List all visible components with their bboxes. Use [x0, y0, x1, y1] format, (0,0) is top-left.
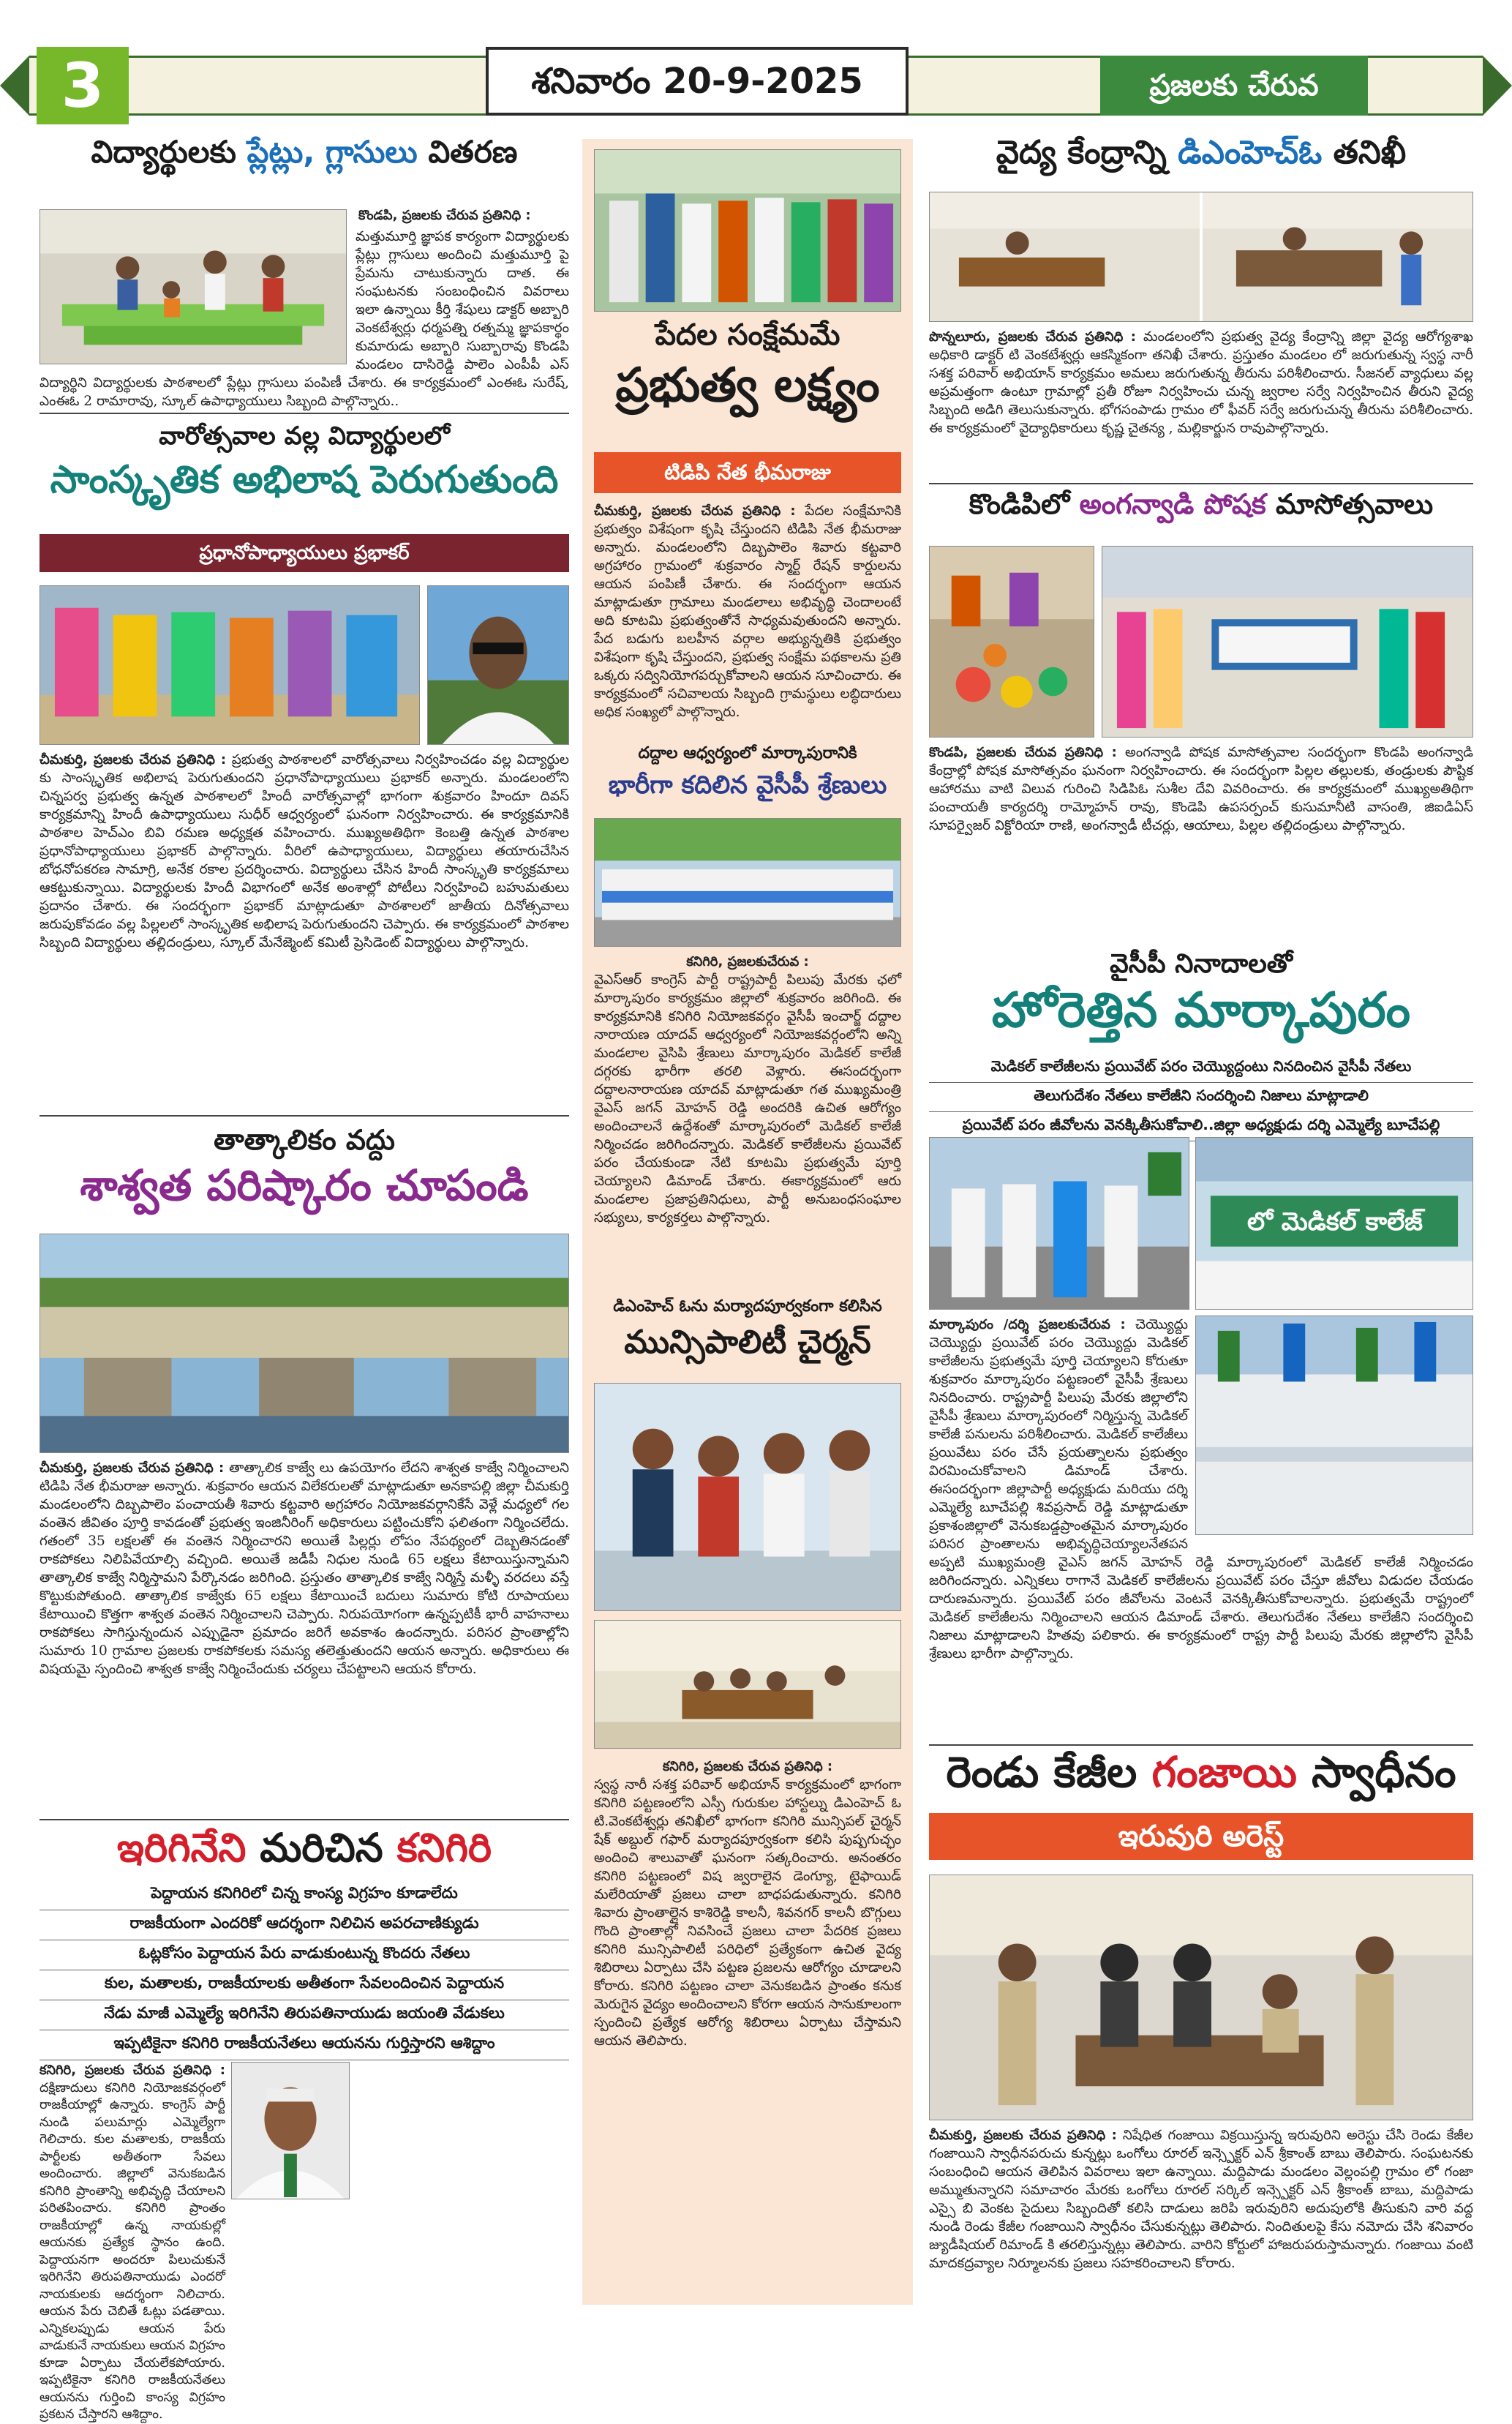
- subhead-strip: కుల, మతాలకు, రాజకీయాలకు అతీతంగా సేవలందించిన పెద్దాయన: [40, 1970, 569, 2000]
- subhead-band: ఇరువురి అరెస్ట్: [929, 1813, 1473, 1860]
- photo-chairman-felicitation: [594, 1383, 901, 1611]
- divider: [40, 1115, 569, 1117]
- issue-date: శనివారం 20-9-2025: [486, 47, 909, 116]
- byline: చీమకుర్తి, ప్రజలకు చేరువ ప్రతినిధి :: [40, 752, 227, 768]
- kicker: వారోత్సవాల వల్ల విద్యార్థులలో: [159, 421, 450, 451]
- article-cultural-interest: [40, 423, 569, 1111]
- subhead-strip: తెలుగుదేశం నేతలు కాలేజీని సందర్శించి నిజాలు మాట్లాడాలి: [929, 1083, 1473, 1112]
- headline: భారీగా కదిలిన వైసీపీ శ్రేణులు: [608, 770, 887, 800]
- kicker: తాత్కాలికం వద్దు: [214, 1124, 395, 1156]
- headline: హోరెత్తిన మార్కాపురం: [991, 981, 1411, 1038]
- photo-anganwadi-banner-group: [1102, 546, 1473, 738]
- protest-banner-text: లో మెడికల్ కాలేజ్: [1246, 1207, 1423, 1237]
- article-body: మార్కాపురం /దర్శి ప్రజలకుచేరువ : చెయ్యొద్దు చెయ్యొద్దు ప్రయివేట్ పరం చెయ్యొద్దు మెడికల్ కాలేజీలను ప్రభుత్వమే పూర్తి చెయ్యాలని కోరుతూ శుక్రవారం మార్కాపురం పట్టణంలో వైసీపీ శ్రేణులు నినదించారు. రాష్ట్రపార్టీ పిలుపు మేరకు జిల్లాలోని వైసీపీ శ్రేణులు మార్కాపురంలో నిర్మిస్తున్న మెడికల్ కాలేజీ పనులను పరిశీలించారు. మెడికల్ కాలేజీలు ప్రయివేటు పరం చేసే ప్రయత్నాలను ప్రభుత్వం విరమించుకోవాలని డిమాండ్ చేశారు. ఈసందర్భంగా జిల్లాపార్టీ అధ్యక్షుడు మరియు దర్శి ఎమ్మెల్యే బూచేపల్లి శివప్రసాద్ రెడ్డి మాట్లాడుతూ ప్రకాశంజిల్లాలో వెనుకబడ్డప్రాంతమైన మార్కాపురం పరిసర ప్రాంతాలను అభివృద్ధిచెయ్యాలనేతపన అప్పటి ముఖ్యమంత్రి వైఎస్ జగన్ మోహన్ రెడ్డి మార్కాపురంలో మెడికల్ కాలేజీ నిర్మించడం జరిగిందన్నారు. ఎన్నికలు రాగానే మెడికల్ కాలేజీలను ప్రయివేట్ పరం చేస్తూ జీవోలు విడుదల చేయడం దారుణమన్నారు. ప్రయివేట్ పరం జీవోలను వెంటనే వెనక్కితీసుకోవాలన్నారు. ప్రభుత్వమే రాష్ట్రంలో మెడికల్ కాలేజీలను నిర్మించాలని ఆయన డిమాండ్ చేశారు. తెలుగుదేశం నేతలు కాలేజీని సందర్శించి నిజాలు మాట్లాడాలని హితవు పలికారు. ఈ కార్యక్రమంలో రాష్ట్ర పార్టీ పిలుపు మేరకు జిల్లాలోని వైసీపీ శ్రేణులు భారీగా పాల్గొన్నారు.: [929, 1317, 1473, 1662]
- article-iriginени-kanigiri: [40, 1825, 569, 2422]
- photo-dmho-visit: [594, 1620, 901, 1749]
- article-plates-distribution: [40, 136, 569, 408]
- headline: వైద్య కేంద్రాన్ని డిఎంహెచ్ఓ తనిఖీ: [996, 134, 1407, 171]
- subhead-strip: నేడు మాజీ ఎమ్మెల్యే ఇరిగినేని తిరుపతినాయుడు జయంతి వేడుకలు: [40, 2000, 569, 2030]
- kicker: దద్దాల ఆధ్వర్యంలో మార్కాపురానికి: [638, 744, 857, 762]
- article-body: చీమకుర్తి, ప్రజలకు చేరువ ప్రతినిధి : తాత్కాలిక కాజ్వే లు ఉపయోగం లేదని శాశ్వత కాజ్వే నిర్మించాలని టిడిపి నేత భీమరాజు అన్నారు. శుక్రవారం ఆయన విలేకరులతో మాట్లాడుతూ అనకాపల్లి జిల్లా చీమకుర్తి మండలంలోని దిబ్బపాలెం పంచాయతీ శివారు కట్టవారి అగ్రహారం నియోజకవర్గానికేసే వెళ్లే మధ్యలో గల వంతెన జీవితం పూర్తి కావడంతో ప్రభుత్వ ఇంజినీరింగ్ అధికారులు పట్టించుకోని ఫలితంగా నిర్మించలేదు. గతంలో 35 లక్షలతో ఈ వంతెన నిర్మించారని అయితే పిల్లర్లు లోపం నేపథ్యంలో దెబ్బతినడంతో రాకపోకలు నిలిపివేయాల్సి వచ్చింది. అయితే జడీపీ నిధుల నుండి 65 లక్షలు కేటాయిస్తున్నామని తాత్కాలిక కాజ్వే నిర్మిస్తామని పేర్కొనడం జరిగింది. ప్రస్తుతం తాత్కాలిక కాజ్వే నిర్మిస్తే మళ్ళీ వరదలు వస్తే కొట్టుకుపోతుంది. తాత్కాలిక కాజ్వేకు 65 లక్షలు కేటాయించే బదులు సుమారు కోటి రూపాయలు కేటాయించి కొత్తగా శాశ్వత వంతెన నిర్మించాలని చెప్పారు. నిరుపయోగంగా ఉన్నప్పటికీ భారీ వాహనాలు రాకపోకలు సాగిస్తున్నందున ఎప్పుడైనా ప్రమాదం జరిగే అవకాశం ఉందన్నారు. పరిసర ప్రాంతాల్లోని సుమారు 10 గ్రామాల ప్రజలకు రాకపోకలకు సమస్య తలెత్తుతుందని ఆయన అన్నారు. అధికారులు ఈ విషయమై స్పందించి శాశ్వత కాజ్వే నిర్మించేందుకు చర్యలు చేపట్టాలని ఆయన కోరారు.: [40, 1460, 569, 1677]
- photo-anganwadi-food-display: [929, 546, 1094, 738]
- article-body: కనిగిరి, ప్రజలకుచేరువ : వైఎస్ఆర్ కాంగ్రెస్ పార్టీ రాష్ట్రపార్టీ పిలుపు మేరకు ఛలో మార్కాపురం కార్యక్రమం జిల్లాలో శుక్రవారం జరిగింది. ఈ కార్యక్రమానికి కనిగిరి నియోజకవర్గం వైసీపీ ఇంచార్జ్ దద్దాల నారాయణ యాదవ్ ఆధ్వర్యంలో నియోజకవర్గంలోని అన్ని మండలాల వైసిపి శ్రేణులు మార్కాపురం మెడికల్ కాలేజీ దగ్గరకు భారీగా తరలి వెళ్లారు. ఈసందర్భంగా దద్దాలనారాయణ యాదవ్ మాట్లాడుతూ గత ముఖ్యమంత్రి వైఎస్ జగన్ మోహన్ రెడ్డి అందరికి ఉచిత ఆరోగ్యం అందించాలనే ఉద్దేశంతో మార్కాపురంలో మెడికల్ కాలేజీ నిర్మించడం జరిగిందన్నారు. మెడికల్ కాలేజీలను ప్రయివేట్ పరం చేయకుండా నేటి కూటమి ప్రభుత్వమే పూర్తి చెయ్యాలని డిమాండ్ చేశారు. ఈకార్యక్రమంలో ఆరు మండలాల ప్రజాప్రతినిధులు, పార్టీ అనుబంధసంఘాల సభ్యులు, కార్యకర్తలు పాల్గొన్నారు.: [594, 954, 901, 1226]
- kicker: వైసీపీ నినాదాలతో: [1110, 949, 1293, 979]
- article-body: [40, 2062, 569, 2424]
- article-body: కొండపి, ప్రజలకు చేరువ ప్రతినిధి : అంగన్వాడి పోషక మాసోత్సవాల సందర్భంగా కొండపి అంగన్వాడి కేంద్రాల్లో పోషక మాసోత్సవం ఘనంగా నిర్వహించారు. ఈ సందర్భంగా పిల్లల తల్లులకు, తండ్రులకు పౌష్టిక ఆహారము వాటి విలువ గురించి సిడిపిఓ సుశీల దేవి వివరించారు. ఈ కార్యక్రమంలో ముఖ్యఅతిథిగా పంచాయతీ కార్యదర్శి రామ్మోహన్ రావు, కొండెపి ఉపసర్పంచ్ కుసుమానీటి వాసంతి, జిఐడిఏస్ సూపర్వైజర్ విక్టోరియా రాణి, అంగన్వాడీ టీచర్లు, ఆయాలు, పిల్లల తల్లిదండ్రులు పాల్గొన్నారు.: [929, 745, 1473, 833]
- subhead-strip: పెద్దాయన కనిగిరిలో చిన్న కాంస్య విగ్రహం కూడాలేదు: [40, 1880, 569, 1910]
- photo-ycp-leaders: [929, 1137, 1189, 1310]
- byline: కనిగిరి, ప్రజలకు చేరువ ప్రతినిధి :: [40, 2063, 225, 2078]
- article-ycp-cadres-march: [594, 745, 901, 1272]
- byline: చీమకుర్తి, ప్రజలకు చేరువ ప్రతినిధి :: [929, 2128, 1117, 2143]
- byline: కనిగిరి, ప్రజలకు చేరువ ప్రతినిధి :: [662, 1759, 833, 1774]
- divider: [40, 1819, 569, 1820]
- article-permanent-causeway: [40, 1125, 569, 1813]
- headline: ప్రభుత్వ లక్ష్యం: [615, 359, 880, 413]
- subhead-band: ప్రధానోపాధ్యాయులు ప్రభాకర్: [40, 534, 569, 572]
- photo-student-exhibits: [40, 585, 420, 745]
- divider: [929, 1744, 1473, 1746]
- headline: విద్యార్థులకు ప్లేట్లు, గ్లాసులు వితరణ: [91, 134, 518, 170]
- byline: చీమకుర్తి, ప్రజలకు చేరువ ప్రతినిధి :: [594, 503, 796, 519]
- subhead-strip: ప్రయివేట్ పరం జీవోలను వెనక్కితీసుకోవాలి..జిల్లా అధ్యక్షుడు దర్శి ఎమ్మెల్యే బూచేపల్లి: [929, 1112, 1473, 1141]
- article-ganja-seized: [929, 1747, 1473, 2328]
- masthead: [29, 42, 1483, 129]
- subhead-strip: ఇప్పటికైనా కనిగిరి రాజకీయనేతలు ఆయనను గుర్తిస్తారని ఆశిద్దాం: [40, 2030, 569, 2060]
- kicker: పేదల సంక్షేమమే: [655, 318, 840, 352]
- subhead-strip: మెడికల్ కాలేజీలను ప్రయివేట్ పరం చెయ్యొద్దంటు నినదించిన వైసీపీ నేతలు: [929, 1054, 1473, 1083]
- article-dmho-inspection: [929, 136, 1473, 477]
- photo-ration-card-distribution: [594, 149, 901, 312]
- subhead-band: టిడిపి నేత భీమరాజు: [594, 452, 901, 493]
- photo-damaged-causeway: [40, 1234, 569, 1453]
- headline: సాంస్కృతిక అభిలాష పెరుగుతుంది: [50, 458, 559, 503]
- article-body: కనిగిరి, ప్రజలకు చేరువ ప్రతినిధి : స్వస్థ నారీ సశక్త పరివార్ అభియాన్ కార్యక్రమంలో భాగంగా కనిగిరి పట్టణంలోని ఎస్సీ గురుకుల హాస్టల్ను డిఎంహెచ్ ఓ టి.వెంకటేశ్వర్లు తనిఖీలో భాగంగా కనిగిరి మున్సిపల్ చైర్మన్ షేక్ అబ్దుల్ గఫార్ మర్యాదపూర్వకంగా కలిసి పుష్పగుచ్ఛం అందించి శాలువాతో ఘనంగా సత్కరించారు. అనంతరం కనిగిరి పట్టణంలో విష జ్వరాలైన డెంగ్యూ, టైఫాయిడ్ మలేరియాతో ప్రజలు చాలా బాధపడుతున్నారు. కనిగిరి శివారు ప్రాంతాల్లైన కాశిరెడ్డి కాలనీ, శివనగర్ కాలనీ బొగ్గులు గొంది ప్రాంతాల్లో నివసించే ప్రజలు చాలా పేదరిక ప్రజలు కనిగిరి మున్సిపాలిటీ పరిధిలో ప్రత్యేకంగా ఉచిత వైద్య శిబిరాలు ఏర్పాటు చేసి పట్టణ ప్రజలను ఆరోగ్యం చూడాలని కోరారు. కనిగిరి పట్టణం చాలా వెనుకబడిన ప్రాంతం కనుక మెరుగైన వైద్యం అందించాలని కోరగా ఆయన సానుకూలంగా స్పందించి ప్రత్యేక ఆరోగ్య శిబిరాలు ఏర్పాటు చేస్తామని ఆయన తెలిపారు.: [594, 1759, 901, 2049]
- byline: మార్కాపురం /దర్శి ప్రజలకుచేరువ :: [929, 1317, 1126, 1332]
- photo-accused-with-police: [929, 1875, 1473, 2120]
- byline: కొండపి, ప్రజలకు చేరువ ప్రతినిధి :: [929, 745, 1117, 760]
- article-body: చీమకుర్తి, ప్రజలకు చేరువ ప్రతినిధి : ప్రభుత్వ పాఠశాలలో వారోత్సవాలు నిర్వహించడం వల్ల విద్యార్థుల కు సాంస్కృతిక అభిలాష పెరుగుతుందని ప్రధానోపాధ్యాయులు ప్రభాకర్ అన్నారు. మండలంలోని చిన్నపర్వ ప్రభుత్వ ఉన్నత పాఠశాలలో హిందీ వారోత్సవాల్లో భాగంగా శుక్రవారం హిందూ దివస్ కార్యక్రమాన్ని హిందీ ఉపాధ్యాయులు సుధీర్ ఆధ్వర్యంలో ఘనంగా నిర్వహించారు. ఈ కార్యక్రమానికి పాఠశాల హెచ్ఎం బివి రమణ అధ్యక్షత వహించారు. ముఖ్యఅతిథిగా కెంబత్తి ఉన్నత పాఠశాల ప్రధానోపాధ్యాయులు ప్రభాకర్ పాల్గొన్నారు. వీరిలో ఉపాధ్యాయులు, విద్యార్థులు తయారుచేసిన బోధనోపకరణ సామాగ్రి, అనేక రకాల ప్రదర్శించారు. విద్యార్థులు చేసిన హిందీ సాంస్కృతి కార్యక్రమాలు ఆకట్టుకున్నాయి. విద్యార్థులకు హిందీ విభాగంలో అనేక అంశాల్లో పోటీలు నిర్వహించి బహుమతులు ప్రదానం చేశారు. ఈ సందర్భంగా ప్రభాకర్ మాట్లాడుతూ పాఠశాలలో జాతీయ దినోత్సవాలు జరుపుకోవడం వల్ల పిల్లలలో సాంస్కృతిక అభిలాష పెరుగుతుందని చెప్పారు. ఈ కార్యక్రమంలో పాఠశాల సిబ్బంది విద్యార్థులు తల్లిదండ్రులు, స్కూల్ మేనేజ్మెంట్ కమిటీ ప్రెసిడెంట్ విద్యార్థులు పాల్గొన్నారు.: [40, 752, 569, 950]
- headline: శాశ్వత పరిష్కారం చూపండి: [80, 1160, 529, 1210]
- photo-ycp-group: [594, 818, 901, 947]
- divider: [40, 413, 569, 414]
- article-body-col1: కనిగిరి, ప్రజలకు చేరువ ప్రతినిధి : దక్షిణాదులు కనిగిరి నియోజకవర్గంలో రాజకీయాల్లో ఉన్నారు. కాంగ్రెస్ పార్టీ నుండి పలుమార్లు ఎమ్మెల్యేగా గెలిచారు. కుల మతాలకు, రాజకీయ పార్టీలకు అతీతంగా సేవలు అందించారు. జిల్లాలో వెనుకబడిన కనిగిరి ప్రాంతాన్ని అభివృద్ధి చేయాలని పరితపించారు. కనిగిరి ప్రాంతం రాజకీయాల్లో ఉన్న నాయకుల్లో ఆయనకు ప్రత్యేక స్థానం ఉంది. పెద్దాయనగా అందరూ పిలుచుకునే ఇరిగినేని తిరుపతినాయుడు ఎందరో నాయకులకు ఆదర్శంగా నిలిచారు. ఆయన పేరు చెబితే ఓట్లు పడతాయి. ఎన్నికలప్పుడు ఆయన పేరు వాడుకునే నాయకులు ఆయన విగ్రహం కూడా ఏర్పాటు చేయలేకపోయారు. ఇప్పటికైనా కనిగిరి రాజకీయనేతలు ఆయనను గుర్తించి కాంస్య విగ్రహం ప్రకటన చేస్తారని ఆశిద్దాం.: [40, 2063, 226, 2422]
- subhead-strips: [40, 1880, 569, 2060]
- middle-column: [582, 139, 913, 2305]
- byline: పొన్నలూరు, ప్రజలకు చేరువ ప్రతినిధి :: [929, 329, 1136, 345]
- article-body: చీమకుర్తి, ప్రజలకు చేరువ ప్రతినిధి : పేదల సంక్షేమానికి ప్రభుత్వం విశేషంగా కృషి చేస్తుందని టిడిపి నేత భీమరాజు అన్నారు. మండలంలోని దిబ్బపాలెం శివారు కట్టవారి అగ్రహారం గ్రామంలో శుక్రవారం స్మార్ట్ రేషన్ కార్డులను ఆయన పంపిణీ చేశారు. ఈ సందర్భంగా ఆయన మాట్లాడుతూ గ్రామాలు మండలాలు అభివృద్ధి చెందాలంటే అది కూటమి ప్రభుత్వంతోనే సాధ్యమవుతుందని అన్నారు. పేద బడుగు బలహీన వర్గాల అభ్యున్నతికి ప్రభుత్వం విశేషంగా కృషి చేస్తుందని, ప్రభుత్వ సంక్షేమ పథకాలను ప్రతి ఒక్కరు సద్వినియోగపర్చుకోవాలని ఆయన సూచించారు. ఈ కార్యక్రమంలో సచివాలయ సిబ్బంది గ్రామస్థులు లబ్ధిదారులు అధిక సంఖ్యలో పాల్గొన్నారు.: [594, 503, 901, 720]
- subhead-strip: రాజకీయంగా ఎందరికో ఆదర్శంగా నిలిచిన అపరచాణిక్యుడు: [40, 1910, 569, 1940]
- photo-headmaster-portrait: [427, 585, 569, 745]
- divider: [929, 483, 1473, 484]
- byline: చీమకుర్తి, ప్రజలకు చేరువ ప్రతినిధి :: [40, 1460, 225, 1476]
- article-body: మత్తుమూర్తి జ్ఞాపక కార్యంగా విద్యార్థులకు ప్లేట్లు గ్లాసులు అందించి మత్తుమూర్తి పై ప్రేమను చాటుకున్నారు దాత. ఈ సంఘటనకు సంబంధించిన వివరాలు ఇలా ఉన్నాయి కీర్తి శేషులు డాక్టర్ అబ్బారి వెంకటేశ్వర్లు ధర్మపత్ని రత్నమ్మ జ్ఞాపకార్థం కుమారుడు అబ్బారి సుబ్బారావు కొండపి మండలం దాసిరెడ్డి పాలెం ఎంపీపీ ఎస్ విద్యార్థిని విద్యార్థులకు పాఠశాలలో ప్లేట్లు గ్లాసులు పంపిణీ చేశారు. ఈ కార్యక్రమంలో ఎంఈఓ సురేష్, ఎంఈఓ 2 రామారావు, స్కూల్ ఉపాధ్యాయులు సిబ్బంది పాల్గొన్నారు..: [40, 229, 569, 409]
- subhead-strips: [929, 1054, 1473, 1141]
- subhead-strip: ఓట్లకోసం పెద్దాయన పేరు వాడుకుంటున్న కొందరు నేతలు: [40, 1940, 569, 1970]
- kicker: డిఎంహెచ్ ఓను మర్యాదపూర్వకంగా కలిసిన: [613, 1297, 882, 1316]
- byline: కనిగిరి, ప్రజలకుచేరువ :: [686, 954, 809, 969]
- headline: ఇరిగినేని మరిచిన కనిగిరి: [116, 1825, 492, 1871]
- article-anganwadi-nutrition: [929, 490, 1473, 938]
- headline: కొండిపిలో అంగన్వాడి పోషక మాసోత్సవాలు: [968, 488, 1434, 520]
- brand-section-label: ప్రజలకు చేరువ: [1100, 56, 1368, 116]
- photo-health-centre-inspection: [929, 192, 1473, 322]
- byline: కొండపి, ప్రజలకు చేరువ ప్రతినిధి :: [358, 208, 531, 223]
- photo-medical-college-banner: [1195, 1137, 1473, 1310]
- page-number: 3: [37, 47, 129, 124]
- article-markapuram-protest: [929, 950, 1473, 1740]
- headline: రెండు కేజీల గంజాయి స్వాధీనం: [946, 1747, 1456, 1797]
- article-municipal-chairman: [594, 1298, 901, 2300]
- headline: మున్సిపాలిటీ చైర్మన్: [624, 1324, 871, 1362]
- article-body: పొన్నలూరు, ప్రజలకు చేరువ ప్రతినిధి : మండలంలోని ప్రభుత్వ వైద్య కేంద్రాన్ని జిల్లా వైద్య ఆరోగ్యశాఖ అధికారి డాక్టర్ టి వెంకటేశ్వర్లు ఆకస్మికంగా తనిఖీ చేశారు. ప్రస్తుతం మండలం లో జరుగుతున్న స్వస్థ నారీ సశక్త పరివార్ అభియాన్ కార్యక్రమం అమలు జరుగుతున్న తీరును పరిశీలించారు. సీజనల్ వ్యాధులు వల్ల అప్రమత్తంగా ఉంటూ గ్రామాల్లో ప్రతీ రోజూ నిర్వహించు చున్న జ్వరాల సర్వే నిర్వహించిన తీరుని వైద్య సిబ్బంది అడిగి తెలుసుకున్నారు. భోగసంపాడు గ్రామం లో ఫీవర్ సర్వే జరుగుచున్న తీరును పరిశీలించారు. ఈ కార్యక్రమంలో వైద్యాధికారులు కృష్ణ చైతన్య , మల్లికార్జున రావుపాల్గొన్నారు.: [929, 329, 1474, 436]
- article-body: చీమకుర్తి, ప్రజలకు చేరువ ప్రతినిధి : నిషేధిత గంజాయి విక్రయిస్తున్న ఇరువురిని అరెస్టు చేసి రెండు కేజీల గంజాయిని స్వాధీనపరుచు కున్నట్లు ఒంగోలు రూరల్ ఇన్స్పెక్టర్ ఎన్ శ్రీకాంత్ బాబు తెలిపారు. సంఘటనకు సంబంధించి ఆయన తెలిపిన వివరాలు ఇలా ఉన్నాయి. మద్దిపాడు మండలం వెల్లంపల్లి గ్రామం లో గంజా అమ్ముతున్నారని సమాచారం మేరకు ఒంగోలు రూరల్ సర్కిల్ ఇన్స్పెక్టర్ ఎన్ శ్రీకాంత్ బాబు, మద్దిపాడు ఎస్సై బి వెంకట సైదులు సిబ్బందితో కలిసి దాడులు జరిపి ఇరువురిని అదుపులోకి తీసుకుని వారి వద్ద నుండి రెండు కేజీల గంజాయిని స్వాధీనం చేసుకున్నట్లు తెలిపారు. నిందితులపై కేసు నమోదు చేసి శనివారం జ్యుడీషియల్ రిమాండ్ కి తరలిస్తున్నట్లు తెలిపారు. వారిని కోర్టులో హాజరుపరుస్తామన్నారు. గంజాయి వంటి మాదకద్రవ్యాల నిర్మూలనకు ప్రజలు సహకరించాలని కోరారు.: [929, 2128, 1473, 2271]
